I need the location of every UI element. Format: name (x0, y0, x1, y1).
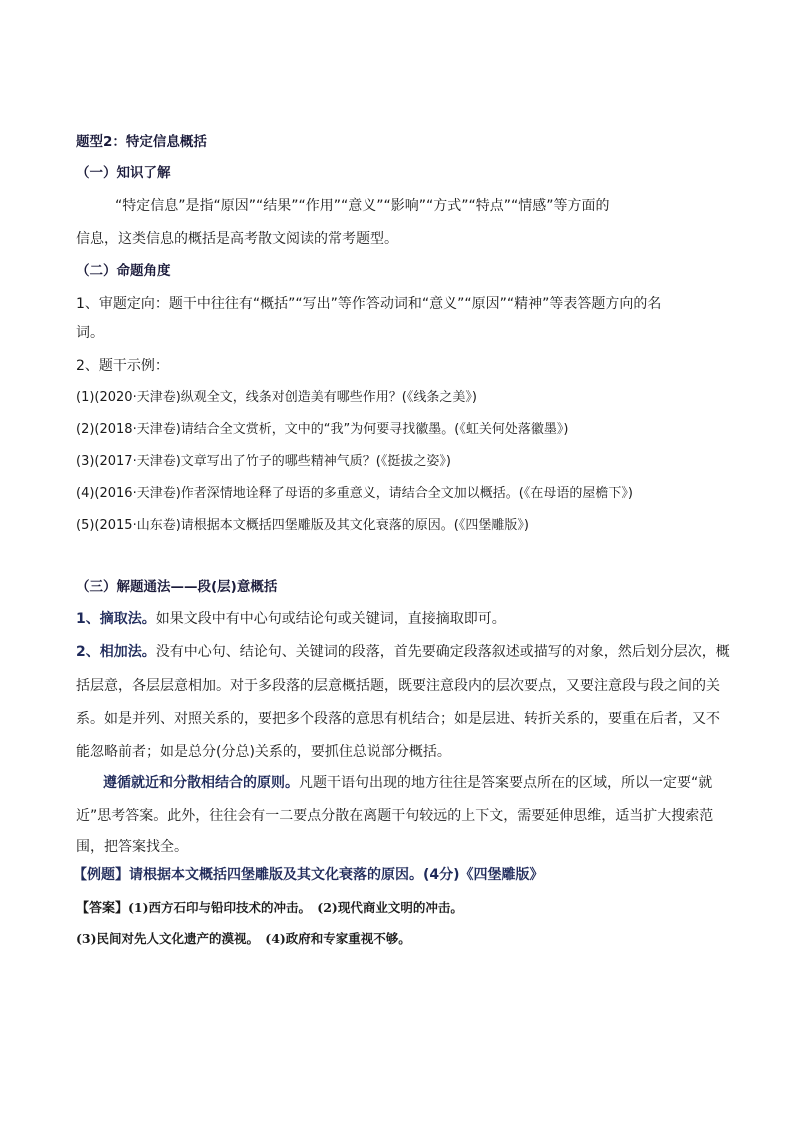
method2-label: 2、相加法。 (76, 644, 156, 660)
example-question-line (73, 866, 544, 884)
answer-text-1: (1)西方石印与铅印技术的冲击。 (2)现代商业文明的冲击。 (128, 900, 463, 915)
page-title: 题型2：特定信息概括 (76, 134, 207, 150)
example-item: (2)(2018·天津卷)请结合全文赏析，文中的“我”为何要寻找徽墨。(《虹关何处落徽墨》) (76, 422, 569, 437)
section1-heading: （一）知识了解 (76, 165, 171, 181)
example-item: (3)(2017·天津卷)文章写出了竹子的哪些精神气质？(《挺拔之姿》) (76, 454, 451, 469)
example-item: (1)(2020·天津卷)纵观全文，线条对创造美有哪些作用？(《线条之美》) (76, 390, 477, 405)
answer-tag: 【答案】 (76, 901, 129, 916)
section2-item1-line1: 1、审题定向：题干中往往有“概括”“写出”等作答动词和“意义”“原因”“精神”等表答题方向的名 (76, 296, 662, 312)
principle-text: 凡题干语句出现的地方往往是答案要点所在的区域，所以一定要“就 (299, 775, 713, 791)
method2-text: 没有中心句、结论句、关键词的段落，首先要确定段落叙述或描写的对象，然后划分层次，概 (155, 644, 730, 660)
method1-line (76, 610, 506, 628)
principle-label: 遵循就近和分散相结合的原则。 (103, 775, 299, 791)
example-item: (5)(2015·山东卷)请根据本文概括四堡雕版及其文化衰落的原因。(《四堡雕版》) (76, 518, 529, 533)
answer-line1 (76, 899, 463, 918)
section2-item2: 2、题干示例： (76, 358, 169, 374)
answer-line2: (3)民间对先人文化遗产的漠视。 (4)政府和专家重视不够。 (76, 931, 411, 946)
method2-line1 (76, 643, 730, 661)
method2-line3: 系。如是并列、对照关系的，要把多个段落的意思有机结合；如是层进、转折关系的，要重在后者，又不 (76, 711, 720, 727)
method1-label: 1、摘取法。 (76, 611, 156, 627)
section3-heading: （三）解题通法——段(层)意概括 (76, 579, 278, 595)
principle-line1 (103, 774, 712, 792)
section1-para-line2: 信息，这类信息的概括是高考散文阅读的常考题型。 (76, 231, 398, 247)
method1-text: 如果文段中有中心句或结论句或关键词，直接摘取即可。 (155, 611, 506, 627)
section2-item1-line2: 词。 (76, 325, 104, 341)
section1-para-line1: “特定信息”是指“原因”“结果”“作用”“意义”“影响”“方式”“特点”“情感”等方面的 (115, 198, 610, 214)
principle-line2: 近”思考答案。此外，往往会有一二要点分散在离题干句较远的上下文，需要延伸思维，适当扩大搜索范 (76, 808, 714, 824)
section2-heading: （二）命题角度 (76, 263, 171, 279)
example-question: 请根据本文概括四堡雕版及其文化衰落的原因。(4分)《四堡雕版》 (129, 867, 544, 883)
example-tag: 【例题】 (73, 867, 129, 883)
example-item: (4)(2016·天津卷)作者深情地诠释了母语的多重意义，请结合全文加以概括。(《在母语的屋檐下》) (76, 486, 633, 501)
principle-line3: 围，把答案找全。 (76, 839, 188, 855)
method2-line2: 括层意，各层层意相加。对于多段落的层意概括题，既要注意段内的层次要点，又要注意段与段之间的关 (76, 678, 720, 694)
method2-line4: 能忽略前者；如是总分(分总)关系的，要抓住总说部分概括。 (76, 744, 451, 760)
